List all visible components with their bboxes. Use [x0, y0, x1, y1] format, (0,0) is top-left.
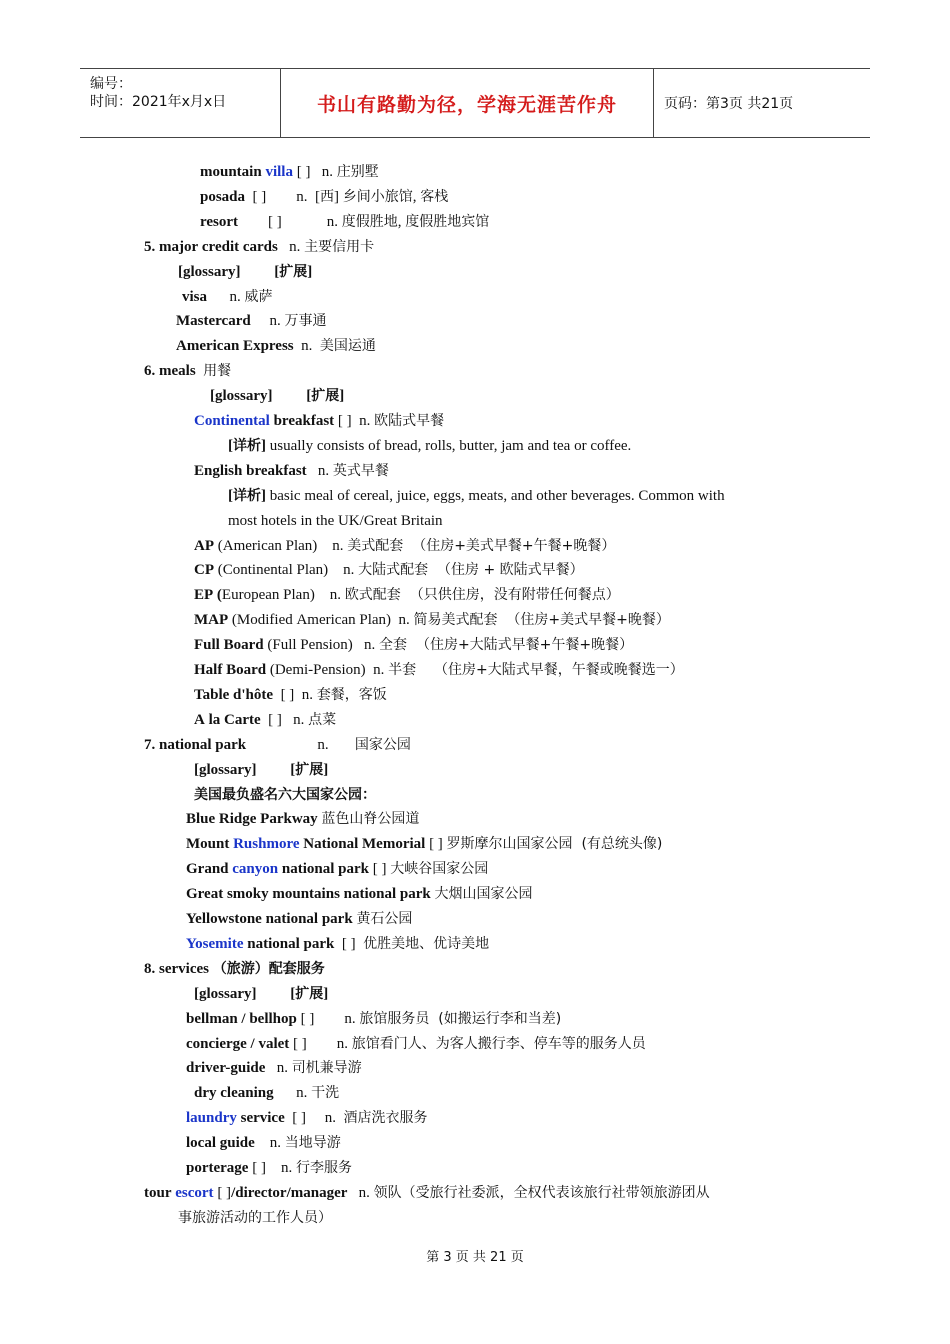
text-run: national park — [278, 861, 369, 878]
text-run: n. — [273, 1085, 312, 1102]
text-run: （旅游）配套服务 — [212, 960, 325, 977]
text-run: laundry — [186, 1110, 237, 1127]
text-run: 大陆式配套 （住房 + 欧陆式早餐） — [358, 562, 584, 579]
text-run: 万事通 — [284, 313, 327, 330]
text-run: [ ] n. — [292, 164, 337, 180]
text-line — [194, 610, 670, 630]
text-run: 乡间小旅馆 — [342, 188, 413, 205]
text-run: [glossary] [ — [178, 263, 280, 280]
text-run: /director/manager — [231, 1184, 348, 1201]
text-line — [228, 436, 631, 456]
text-run: AP — [194, 537, 214, 554]
text-run: visa — [182, 288, 208, 305]
text-run: service — [236, 1110, 285, 1127]
text-run: 国家公园 — [354, 736, 411, 753]
text-line — [200, 212, 489, 232]
text-run: , — [397, 213, 406, 230]
text-line — [194, 560, 584, 580]
text-run: n. — [293, 338, 320, 355]
text-run: Great smoky mountains national park — [186, 886, 431, 903]
text-run: , — [412, 188, 421, 205]
header-meta — [80, 69, 281, 137]
text-run: Half Board — [194, 662, 267, 678]
text-run: Blue Ridge Parkway — [186, 811, 318, 828]
text-run: breakfast — [269, 413, 335, 429]
text-run: Table d'hôte — [194, 686, 274, 703]
text-run: 行李服务 — [295, 1160, 352, 1176]
text-run: usually consists of bread, rolls, butter, jam and tea or coffee. — [266, 437, 632, 454]
text-run: 庄别墅 — [336, 164, 379, 180]
text-run: 7. national park — [144, 736, 247, 753]
text-run: Mastercard — [176, 313, 251, 330]
text-line — [194, 585, 620, 605]
text-line — [186, 1158, 352, 1178]
text-run: dry cleaning — [194, 1085, 274, 1102]
text-run: 度假胜地 — [341, 213, 398, 230]
text-run: 用餐 — [203, 363, 232, 380]
text-run: ] — [323, 761, 329, 778]
page-header — [80, 68, 870, 138]
text-line — [194, 785, 376, 805]
text-run: 旅馆服务员 (如搬运行李和当差) — [359, 1010, 562, 1027]
text-run: MAP — [194, 612, 229, 629]
text-line — [178, 262, 312, 282]
text-run: n. — [246, 736, 355, 753]
text-line — [200, 187, 448, 207]
text-run: escort — [175, 1184, 214, 1201]
text-run: n. — [265, 1060, 292, 1077]
text-run: 西 — [320, 188, 335, 205]
text-line — [182, 287, 273, 307]
text-run: most hotels in the UK/Great Britain — [228, 512, 443, 529]
text-line — [144, 361, 231, 381]
text-run: [ ] n. — [248, 1160, 296, 1176]
text-line — [194, 536, 615, 556]
text-run: 扩展 — [295, 761, 324, 778]
text-run: [ ] n. — [260, 711, 309, 728]
text-run: [ — [228, 437, 233, 454]
text-run: basic meal of cereal, juice, eggs, meats, and other beverages. Common with — [266, 487, 725, 504]
text-run: (Continental Plan) n. — [214, 562, 359, 579]
text-line — [194, 710, 336, 730]
text-line — [176, 311, 326, 331]
text-line — [186, 1034, 646, 1054]
text-line — [194, 635, 633, 655]
text-run: CP — [194, 562, 214, 579]
text-run: 主要信用卡 — [304, 238, 375, 255]
text-run: 详析 — [233, 487, 261, 504]
text-run: local guide — [186, 1135, 255, 1152]
text-run: 扩展 — [295, 985, 324, 1002]
text-run: 优胜美地、优诗美地 — [363, 935, 490, 952]
text-run: Yosemite — [186, 935, 244, 952]
text-run: 详析 — [233, 437, 261, 454]
text-run: (Full Pension) n. — [263, 637, 380, 654]
text-run: ] — [323, 985, 329, 1002]
header-page-info: 页码：第3页 共21页 — [664, 96, 794, 112]
text-run: national park — [243, 935, 335, 952]
text-run: ] — [261, 487, 266, 504]
text-run: 欧式配套 （只供住房，没有附带任何餐点） — [344, 587, 620, 604]
text-run: ] — [307, 263, 313, 280]
text-run: [ ] n. [ — [248, 188, 321, 205]
text-run: 黄石公园 — [356, 911, 413, 927]
text-line — [176, 336, 376, 356]
text-run: 英式早餐 — [332, 462, 389, 479]
text-run: 大峡谷国家公园 — [390, 861, 489, 878]
text-run: 美国运通 — [319, 338, 376, 355]
text-run: A la Carte — [194, 711, 261, 728]
text-line — [186, 1009, 561, 1029]
text-run: mountain — [200, 164, 266, 180]
text-run: ] — [339, 388, 345, 405]
text-run: n. — [254, 1135, 285, 1152]
text-run: Continental — [194, 413, 270, 429]
text-run: porterage — [186, 1160, 249, 1176]
text-run: (American Plan) n. — [214, 537, 348, 554]
text-run: 全套 （住房+大陆式早餐+午餐+晚餐） — [379, 637, 634, 654]
text-run: Full Board — [194, 637, 264, 654]
text-line — [228, 486, 725, 506]
page-footer: 第 3 页 共 21 页 — [426, 1250, 524, 1265]
text-run: National Memorial — [299, 836, 426, 853]
text-run: 罗斯摩尔山国家公园 (有总统头像) — [446, 836, 663, 853]
header-motto: 书山有路勤为径，学海无涯苦作舟 — [281, 69, 654, 137]
text-line — [228, 511, 443, 531]
text-run: (Demi-Pension) n. — [266, 662, 389, 678]
text-line — [144, 735, 411, 755]
text-run: [ ] — [213, 1184, 232, 1201]
text-line — [194, 660, 684, 680]
number-label: 编号： — [90, 76, 132, 92]
text-run: 蓝色山脊公园道 — [321, 811, 420, 828]
text-run: 美式配套 （住房+美式早餐+午餐+晚餐） — [347, 537, 616, 554]
text-run: tour — [144, 1184, 176, 1201]
text-run: 司机兼导游 — [291, 1060, 362, 1077]
text-line — [178, 1208, 332, 1228]
text-run: [ ] n. — [296, 1010, 360, 1027]
text-run: 6. meals — [144, 363, 196, 380]
text-run: 美国最负盛名六大国家公园： — [194, 786, 376, 803]
text-line — [186, 1108, 428, 1128]
text-run: 半套 （住房+大陆式早餐，午餐或晚餐选一） — [388, 662, 684, 678]
text-run: 领队（受旅行社委派，全权代表该旅行社带领旅游团从 — [373, 1184, 710, 1201]
text-run: [ — [228, 487, 233, 504]
text-run: (Modified American Plan) n. — [228, 612, 414, 629]
text-run: 旅馆看门人、为客人搬行李、停车等的服务人员 — [351, 1035, 646, 1052]
text-run: [ ] n. — [238, 213, 342, 230]
text-run: 干洗 — [311, 1085, 340, 1102]
text-run: 点菜 — [308, 711, 337, 728]
text-run: Rushmore — [233, 836, 300, 853]
text-run: ] — [261, 437, 266, 454]
text-run: posada — [200, 188, 249, 205]
text-run: n. — [306, 462, 333, 479]
text-run: EP ( — [194, 587, 222, 604]
text-run: European Plan) n. — [221, 587, 345, 604]
text-run: canyon — [232, 861, 279, 878]
text-run: 度假胜地宾馆 — [405, 213, 490, 230]
text-run: bellman / bellhop — [186, 1010, 297, 1027]
text-run: 酒店洗衣服务 — [343, 1110, 428, 1127]
text-run: resort — [200, 213, 239, 230]
text-run: 当地导游 — [284, 1135, 341, 1152]
text-run: 扩展 — [279, 263, 308, 280]
text-line — [210, 386, 344, 406]
text-run: [ ] n. — [334, 413, 375, 429]
text-line — [194, 760, 328, 780]
text-line — [186, 1058, 362, 1078]
text-run: Mount — [186, 836, 234, 853]
text-run: [ ] n. — [289, 1035, 352, 1052]
text-line — [186, 1133, 341, 1153]
text-run: [ ] — [334, 935, 364, 952]
text-run: Grand — [186, 861, 233, 878]
text-run: [glossary] [ — [194, 985, 296, 1002]
text-run: 欧陆式早餐 — [374, 413, 445, 429]
text-run: [ ] n. — [284, 1110, 344, 1127]
text-run: [glossary] [ — [194, 761, 296, 778]
text-run: 套餐，客饭 — [316, 686, 387, 703]
text-run: n. — [207, 288, 245, 305]
text-line — [186, 834, 662, 854]
text-line — [194, 984, 328, 1004]
text-line — [194, 685, 387, 705]
text-run: 简易美式配套 （住房+美式早餐+晚餐） — [413, 612, 670, 629]
text-run: 扩展 — [311, 388, 340, 405]
text-run: Yellowstone national park — [186, 911, 353, 927]
text-run: [ ] n. — [273, 686, 317, 703]
text-run: [glossary] [ — [210, 388, 312, 405]
text-run: villa — [265, 164, 293, 180]
text-run: [ ] — [425, 836, 447, 853]
text-run: [ ] — [368, 861, 391, 878]
text-run: driver-guide — [186, 1060, 266, 1077]
text-line — [200, 162, 379, 182]
text-line — [186, 909, 412, 929]
text-line — [144, 959, 325, 979]
text-line — [194, 411, 444, 431]
text-run: 威萨 — [244, 288, 273, 305]
text-run: 5. major credit cards — [144, 238, 278, 255]
text-run: 事旅游活动的工作人员） — [178, 1209, 332, 1226]
text-run: 8. services — [144, 960, 213, 977]
text-run: n. — [250, 313, 285, 330]
text-run: ] — [334, 188, 343, 205]
text-line — [144, 237, 374, 257]
text-line — [144, 1183, 710, 1203]
text-line — [186, 859, 488, 879]
text-line — [186, 934, 489, 954]
text-line — [194, 1083, 339, 1103]
text-line — [186, 809, 419, 829]
text-run: 大烟山国家公园 — [434, 886, 533, 903]
text-run: concierge / valet — [186, 1035, 290, 1052]
text-run: American Express — [176, 338, 294, 355]
text-run: n. — [347, 1184, 374, 1201]
time-label: 时间：2021年x月x日 — [90, 94, 227, 110]
text-line — [186, 884, 533, 904]
text-line — [194, 461, 389, 481]
text-run: 客栈 — [420, 188, 449, 205]
text-run: n. — [277, 238, 305, 255]
text-run: English breakfast — [194, 462, 307, 479]
